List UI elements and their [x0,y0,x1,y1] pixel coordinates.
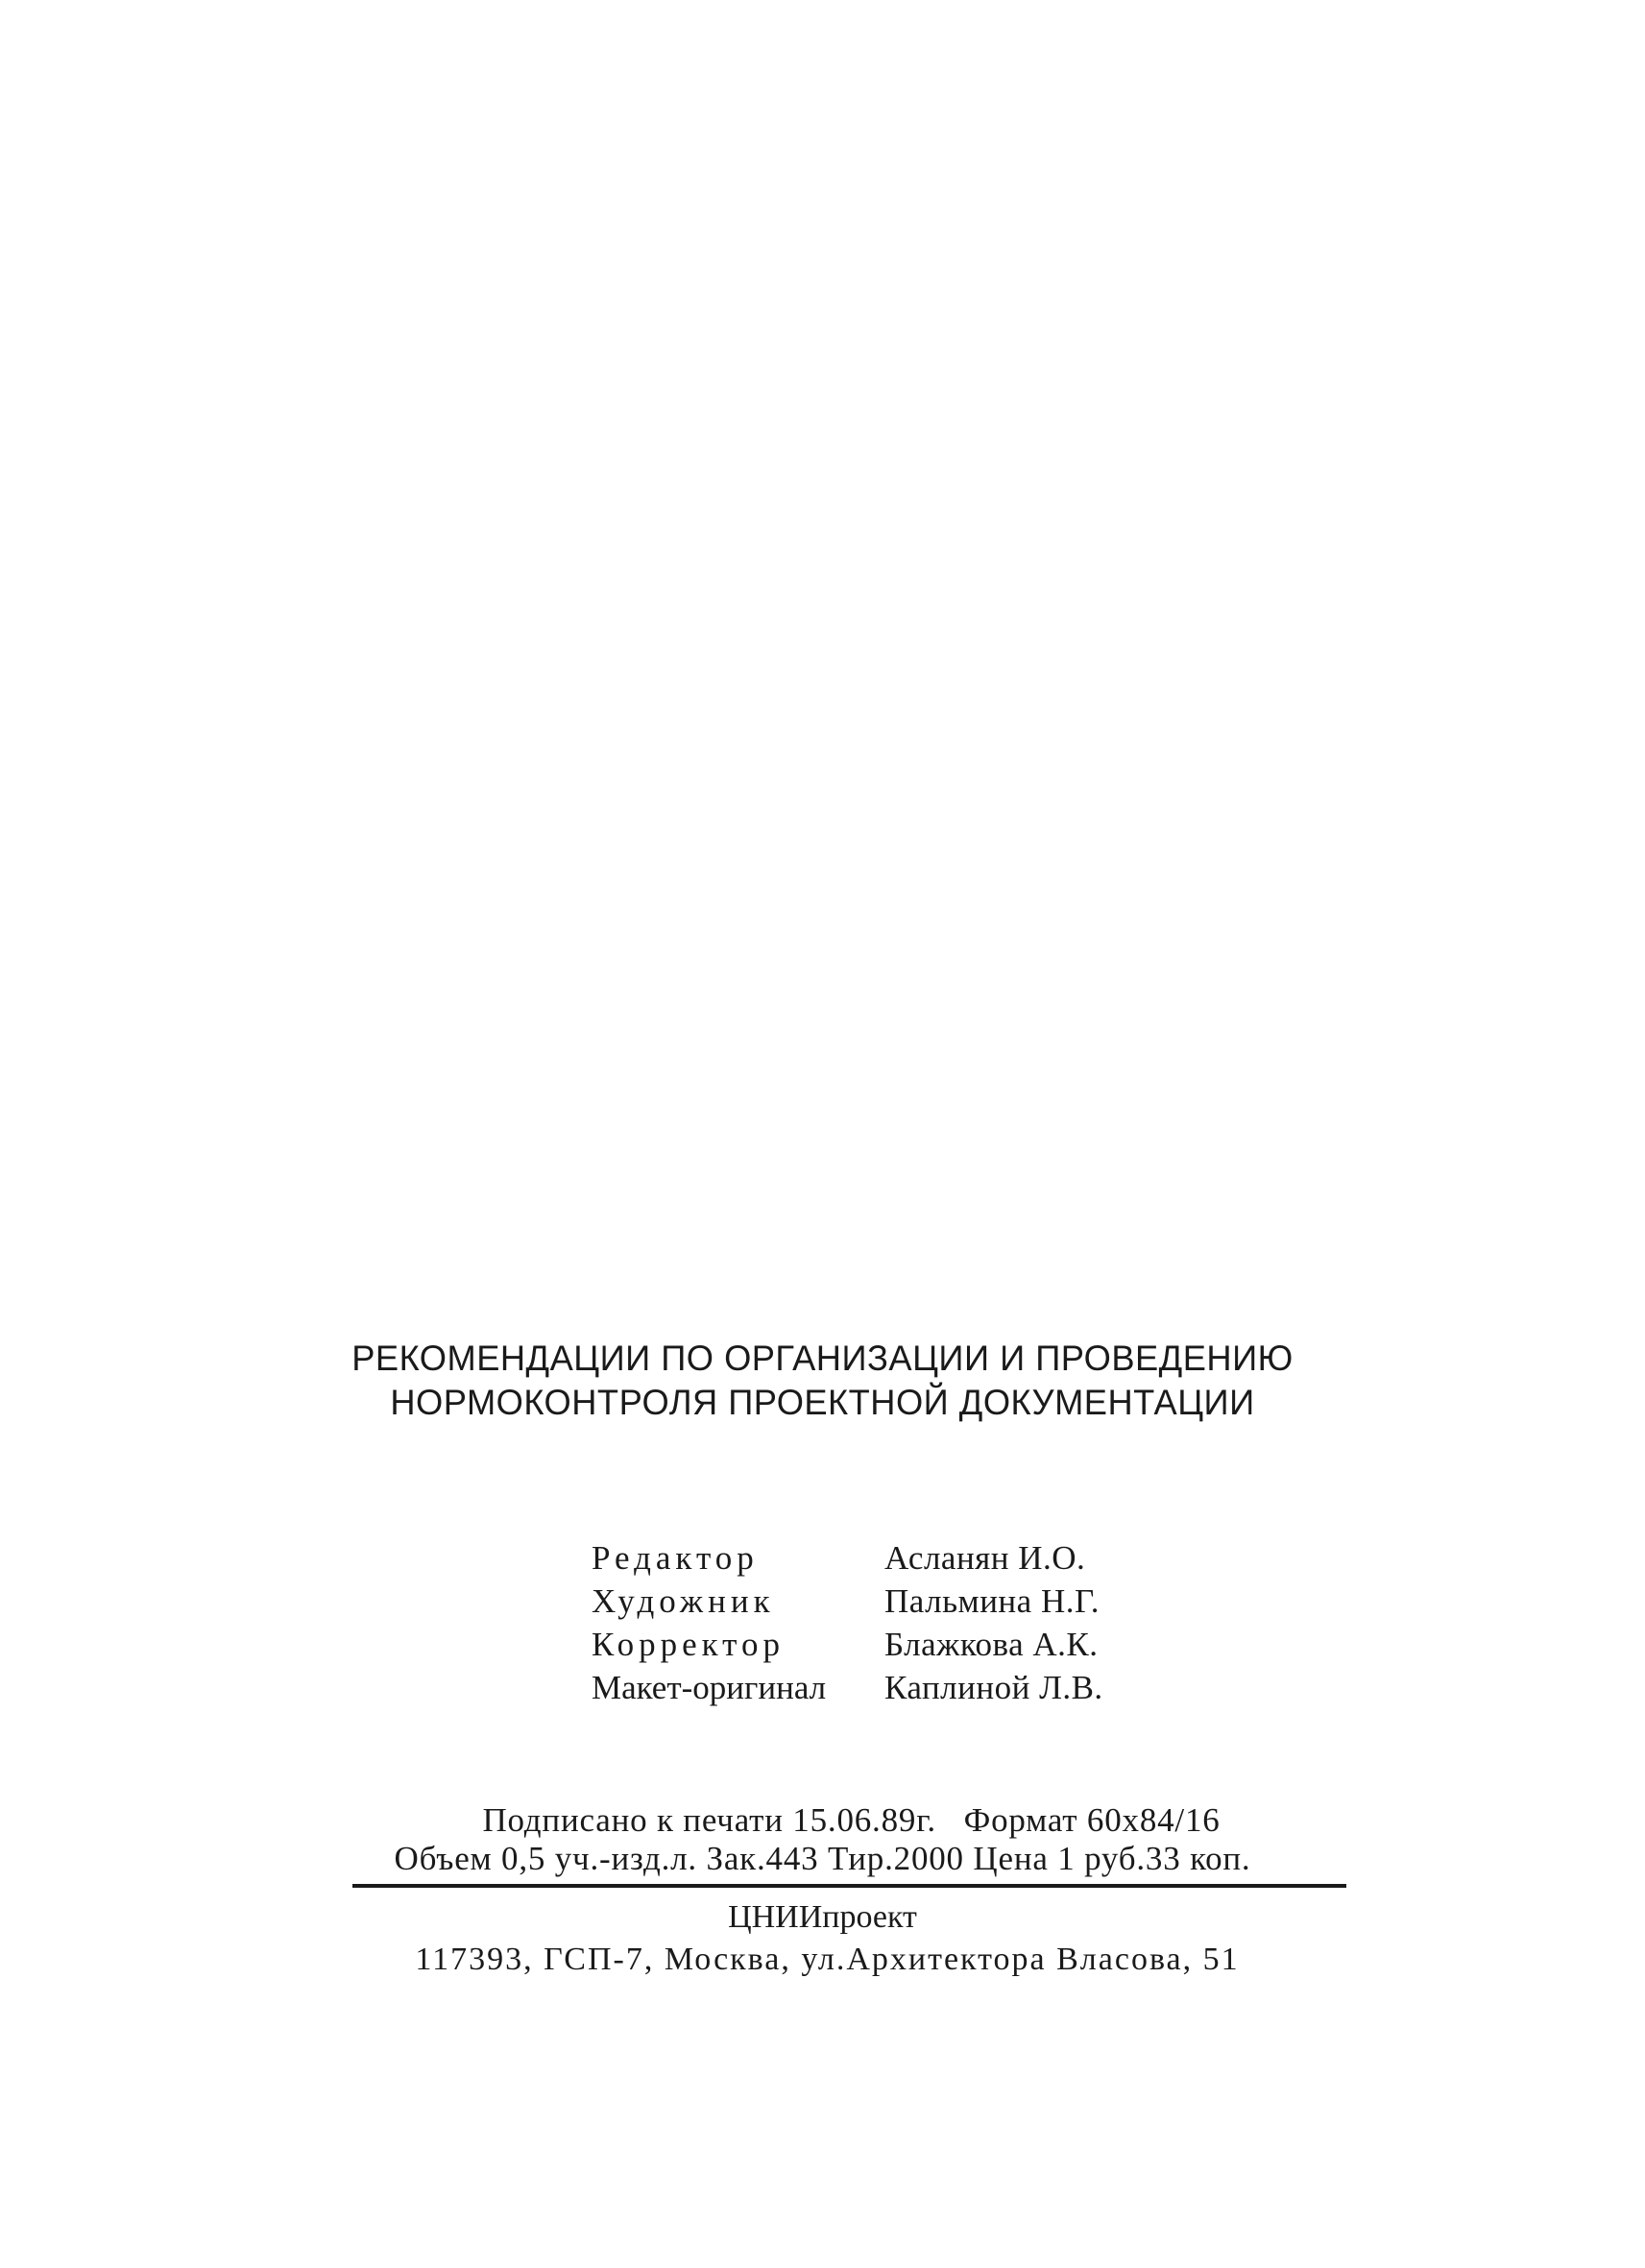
title-line-1: РЕКОМЕНДАЦИИ ПО ОРГАНИЗАЦИИ И ПРОВЕДЕНИЮ [351,1339,1294,1378]
publisher-address: 117393, ГСП-7, Москва, ул.Архитектора Власова, 51 [415,1942,1240,1977]
publisher-block [0,1896,1645,1981]
credit-row-proofreader [592,1623,1103,1666]
credit-row-artist [592,1580,1103,1623]
credit-role: Макет-оригинал [592,1669,827,1706]
imprint-block [0,1801,1645,1878]
credits-list [592,1536,1103,1709]
imprint-line-volume: Объем 0,5 уч.-изд.л. Зак.443 Тир.2000 Цена 1 руб.33 коп. [394,1840,1251,1877]
credit-name: Блажкова А.К. [884,1626,1099,1663]
credit-name: Пальмина Н.Г. [884,1582,1101,1620]
credit-role: Редактор [592,1539,759,1577]
credit-role: Корректор [592,1626,786,1663]
credit-row-editor [592,1536,1103,1580]
credit-role: Художник [592,1582,775,1620]
imprint-line-signed: Подписано к печати 15.06.89г. Формат 60х84/16 [482,1801,1221,1839]
credit-name: Каплиной Л.В. [884,1669,1103,1706]
title-line-2: НОРМОКОНТРОЛЯ ПРОЕКТНОЙ ДОКУМЕНТАЦИИ [390,1383,1255,1422]
publisher-name: ЦНИИпроект [728,1899,917,1935]
divider-rule [352,1884,1346,1888]
credit-name: Асланян И.О. [884,1539,1086,1577]
document-title [16,1337,1629,1425]
credit-row-layout [592,1666,1103,1709]
